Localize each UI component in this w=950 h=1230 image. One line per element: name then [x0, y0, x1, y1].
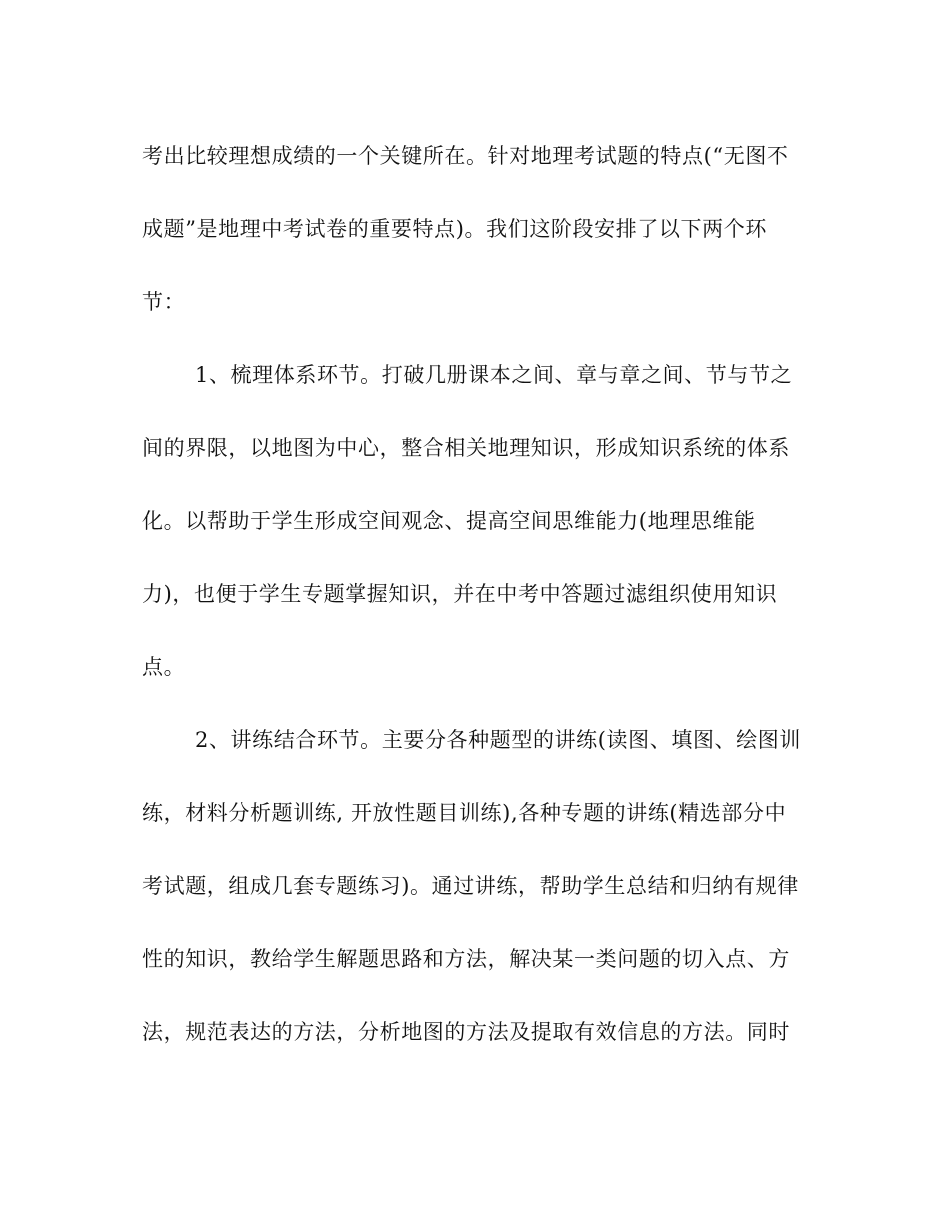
- paragraph-line: 1、梳理体系环节。打破几册课本之间、章与章之间、节与节之: [195, 363, 793, 387]
- paragraph-line: 化。以帮助于学生形成空间观念、提高空间思维能力(地理思维能: [142, 509, 756, 533]
- paragraph-line: 成题”是地理中考试卷的重要特点)。我们这阶段安排了以下两个环: [142, 217, 767, 241]
- paragraph-line: 间的界限，以地图为中心，整合相关地理知识，形成知识系统的体系: [142, 436, 790, 460]
- paragraph-line: 练，材料分析题训练, 开放性题目训练),各种专题的讲练(精选部分中: [142, 801, 787, 825]
- paragraph-line: 力)，也便于学生专题掌握知识，并在中考中答题过滤组织使用知识: [142, 582, 778, 606]
- paragraph-line: 考试题，组成几套专题练习)。通过讲练，帮助学生总结和归纳有规律: [142, 874, 799, 898]
- paragraph-line: 性的知识，教给学生解题思路和方法，解决某一类问题的切入点、方: [142, 947, 790, 971]
- paragraph-line: 考出比较理想成绩的一个关键所在。针对地理考试题的特点(“无图不: [142, 144, 789, 168]
- paragraph-line: 节：: [142, 290, 186, 314]
- paragraph-line: 法，规范表达的方法，分析地图的方法及提取有效信息的方法。同时: [142, 1020, 790, 1044]
- paragraph-line: 点。: [142, 655, 186, 679]
- paragraph-line: 2、讲练结合环节。主要分各种题型的讲练(读图、填图、绘图训: [195, 728, 801, 752]
